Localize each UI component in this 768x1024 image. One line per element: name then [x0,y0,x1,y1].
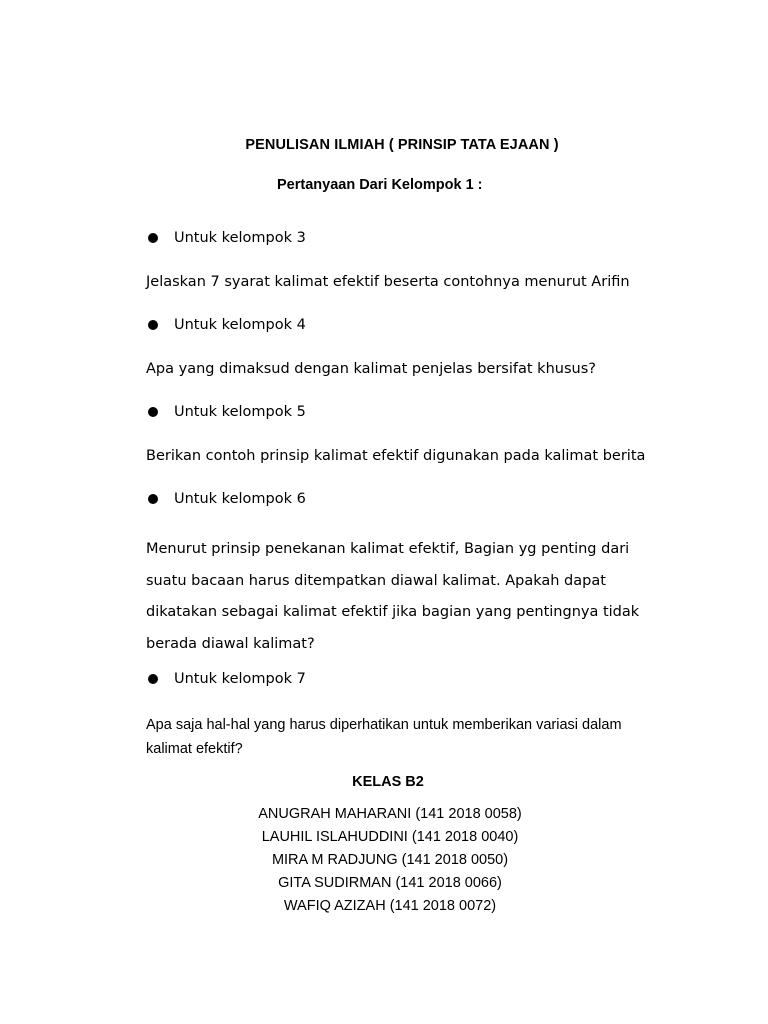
member-name: WAFIQ AZIZAH (141 2018 0072) [283,898,497,914]
question-line: dikatakan sebagai kalimat efektif jika bagian yang pentingnya tidak [146,604,640,620]
section-heading-label: Untuk kelompok 5 [174,404,306,420]
section-heading-label: Untuk kelompok 3 [174,230,306,246]
bullet-icon [148,407,158,417]
bullet-icon [148,233,158,243]
question-kelompok-4: Apa yang dimaksud dengan kalimat penjelas bersifat khusus? [146,361,596,377]
section-heading-label: Untuk kelompok 4 [174,317,306,333]
section-heading-kelompok-6 [148,491,306,507]
question-line: berada diawal kalimat? [146,635,315,652]
question-kelompok-5: Berikan contoh prinsip kalimat efektif digunakan pada kalimat berita [146,448,646,464]
bullet-icon [148,494,158,504]
section-heading-kelompok-3 [148,230,306,246]
document-subtitle: Pertanyaan Dari Kelompok 1 : [277,177,483,193]
member-name: MIRA M RADJUNG (141 2018 0050) [271,852,509,868]
question-kelompok-6 [146,534,666,660]
question-line: suatu bacaan harus ditempatkan diawal kalimat. Apakah dapat [146,572,606,589]
section-heading-kelompok-5 [148,404,306,420]
question-line: Apa saja hal-hal yang harus diperhatikan untuk memberikan variasi dalam [146,717,622,733]
section-heading-kelompok-4 [148,317,306,333]
section-heading-label: Untuk kelompok 6 [174,491,306,507]
member-name: LAUHIL ISLAHUDDINI (141 2018 0040) [261,829,519,845]
class-label: KELAS B2 [352,774,424,790]
question-kelompok-3: Jelaskan 7 syarat kalimat efektif beserta contohnya menurut Arifin [146,274,630,290]
document-title: PENULISAN ILMIAH ( PRINSIP TATA EJAAN ) [245,137,559,153]
question-kelompok-7 [146,713,676,761]
section-heading-kelompok-7 [148,671,306,687]
bullet-icon [148,674,158,684]
section-heading-label: Untuk kelompok 7 [174,671,306,687]
member-name: GITA SUDIRMAN (141 2018 0066) [278,875,502,891]
question-line: kalimat efektif? [146,741,243,757]
bullet-icon [148,320,158,330]
question-line: Menurut prinsip penekanan kalimat efektif, Bagian yg penting dari [146,541,630,557]
member-name: ANUGRAH MAHARANI (141 2018 0058) [258,806,522,822]
